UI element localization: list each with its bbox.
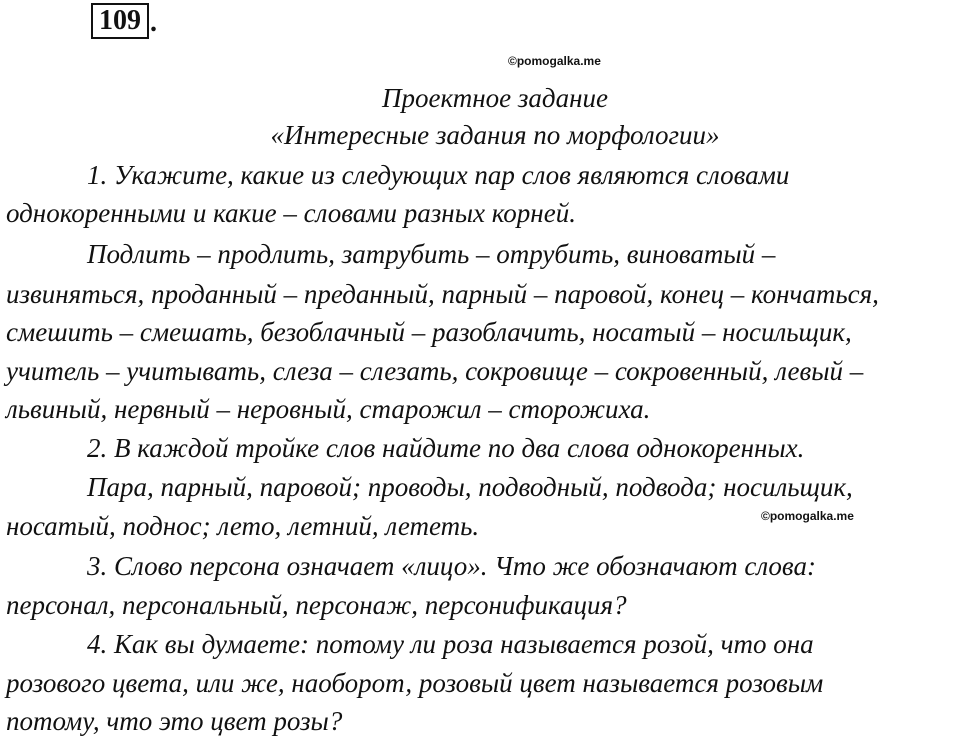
task-number-box (91, 3, 157, 39)
task-number-dot: . (150, 7, 157, 38)
text-line: розового цвета, или же, наоборот, розовый цвет называется розовым (6, 668, 824, 698)
text-line: персонал, персональный, персонаж, персонификация? (6, 590, 627, 620)
text-line: Подлить – продлить, затрубить – отрубить, виноватый – (87, 239, 776, 269)
watermark: ©pomogalka.me (761, 509, 854, 523)
text-line: учитель – учитывать, слеза – слезать, сокровище – сокровенный, левый – (6, 356, 864, 386)
title-line-1: Проектное задание (382, 83, 608, 113)
text-line: Пара, парный, паровой; проводы, подводный, подвода; носильщик, (87, 472, 853, 502)
text-line: извиняться, проданный – преданный, парный – паровой, конец – кончаться, (6, 279, 879, 309)
text-line: смешить – смешать, безоблачный – разоблачить, носатый – носильщик, (6, 317, 852, 347)
title-line-2: «Интересные задания по морфологии» (270, 120, 720, 150)
text-line: 4. Как вы думаете: потому ли роза называется розой, что она (87, 629, 814, 659)
text-line: 2. В каждой тройке слов найдите по два слова однокоренных. (87, 433, 805, 463)
text-line: потому, что это цвет розы? (6, 706, 343, 736)
text-line: однокоренными и какие – словами разных корней. (6, 198, 576, 228)
watermark: ©pomogalka.me (508, 54, 601, 68)
text-line: носатый, поднос; лето, летний, лететь. (6, 511, 480, 541)
text-line: львиный, нервный – неровный, старожил – сторожиха. (6, 394, 651, 424)
text-line: 3. Слово персона означает «лицо». Что же обозначают слова: (87, 551, 816, 581)
text-line: 1. Укажите, какие из следующих пар слов являются словами (87, 160, 790, 190)
task-number: 109 (99, 5, 141, 36)
